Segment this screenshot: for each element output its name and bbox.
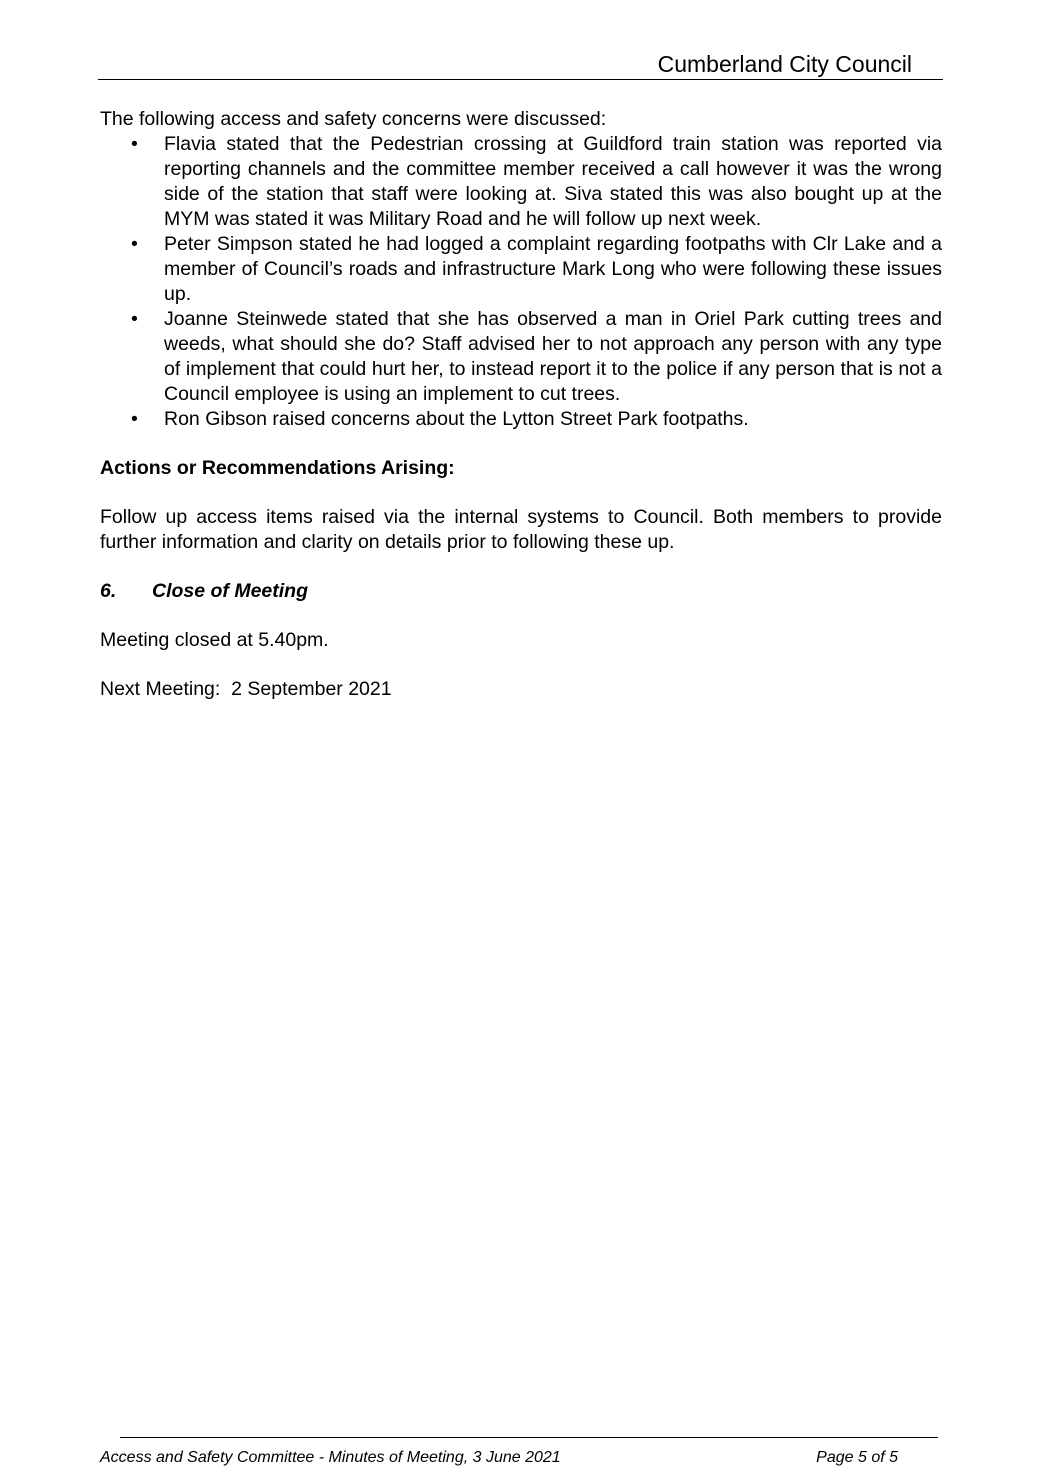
list-item — [100, 232, 942, 307]
section-number: 6. — [100, 580, 117, 602]
footer-page-number: Page 5 of 5 — [816, 1449, 898, 1466]
list-item — [100, 307, 942, 407]
bullet-icon: • — [131, 308, 138, 330]
footer-document-title: Access and Safety Committee - Minutes of Meeting, 3 June 2021 — [100, 1449, 561, 1466]
section-title: Close of Meeting — [152, 580, 309, 602]
concern-text: Joanne Steinwede stated that she has observed a man in Oriel Park cutting trees and weeds, what should she do? Staff advised her to not approach any person with any type of implement that could hurt her, to instead report it to the police if any person that is not a Council employee is using an implement to cut trees. — [164, 308, 942, 405]
actions-text: Follow up access items raised via the internal systems to Council. Both members to provide further information and clarity on details prior to following these up. — [100, 506, 942, 553]
header-divider — [98, 79, 943, 80]
intro-text: The following access and safety concerns were discussed: — [100, 108, 607, 130]
concern-text: Ron Gibson raised concerns about the Lytton Street Park footpaths. — [164, 408, 749, 430]
list-item — [100, 407, 942, 432]
bullet-icon: • — [131, 233, 138, 255]
document-body — [100, 107, 942, 702]
concerns-list — [100, 132, 942, 432]
footer-divider — [120, 1437, 938, 1438]
bullet-icon: • — [131, 408, 138, 430]
header-organization: Cumberland City Council — [657, 51, 912, 77]
bullet-icon: • — [131, 133, 138, 155]
concern-text: Peter Simpson stated he had logged a complaint regarding footpaths with Clr Lake and a member of Council’s roads and infrastructure Mark Long who were following these issues up. — [164, 233, 942, 305]
actions-heading: Actions or Recommendations Arising: — [100, 457, 455, 479]
meeting-closed-text: Meeting closed at 5.40pm. — [100, 629, 329, 651]
concern-text: Flavia stated that the Pedestrian crossing at Guildford train station was reported via reporting channels and the committee member received a call however it was the wrong side of the station that staff were looking at. Siva stated this was also bought up at the MYM was stated it was Military Road and he will follow up next week. — [164, 133, 942, 230]
next-meeting-text: Next Meeting: 2 September 2021 — [100, 678, 392, 700]
section-heading — [100, 579, 942, 604]
list-item — [100, 132, 942, 232]
